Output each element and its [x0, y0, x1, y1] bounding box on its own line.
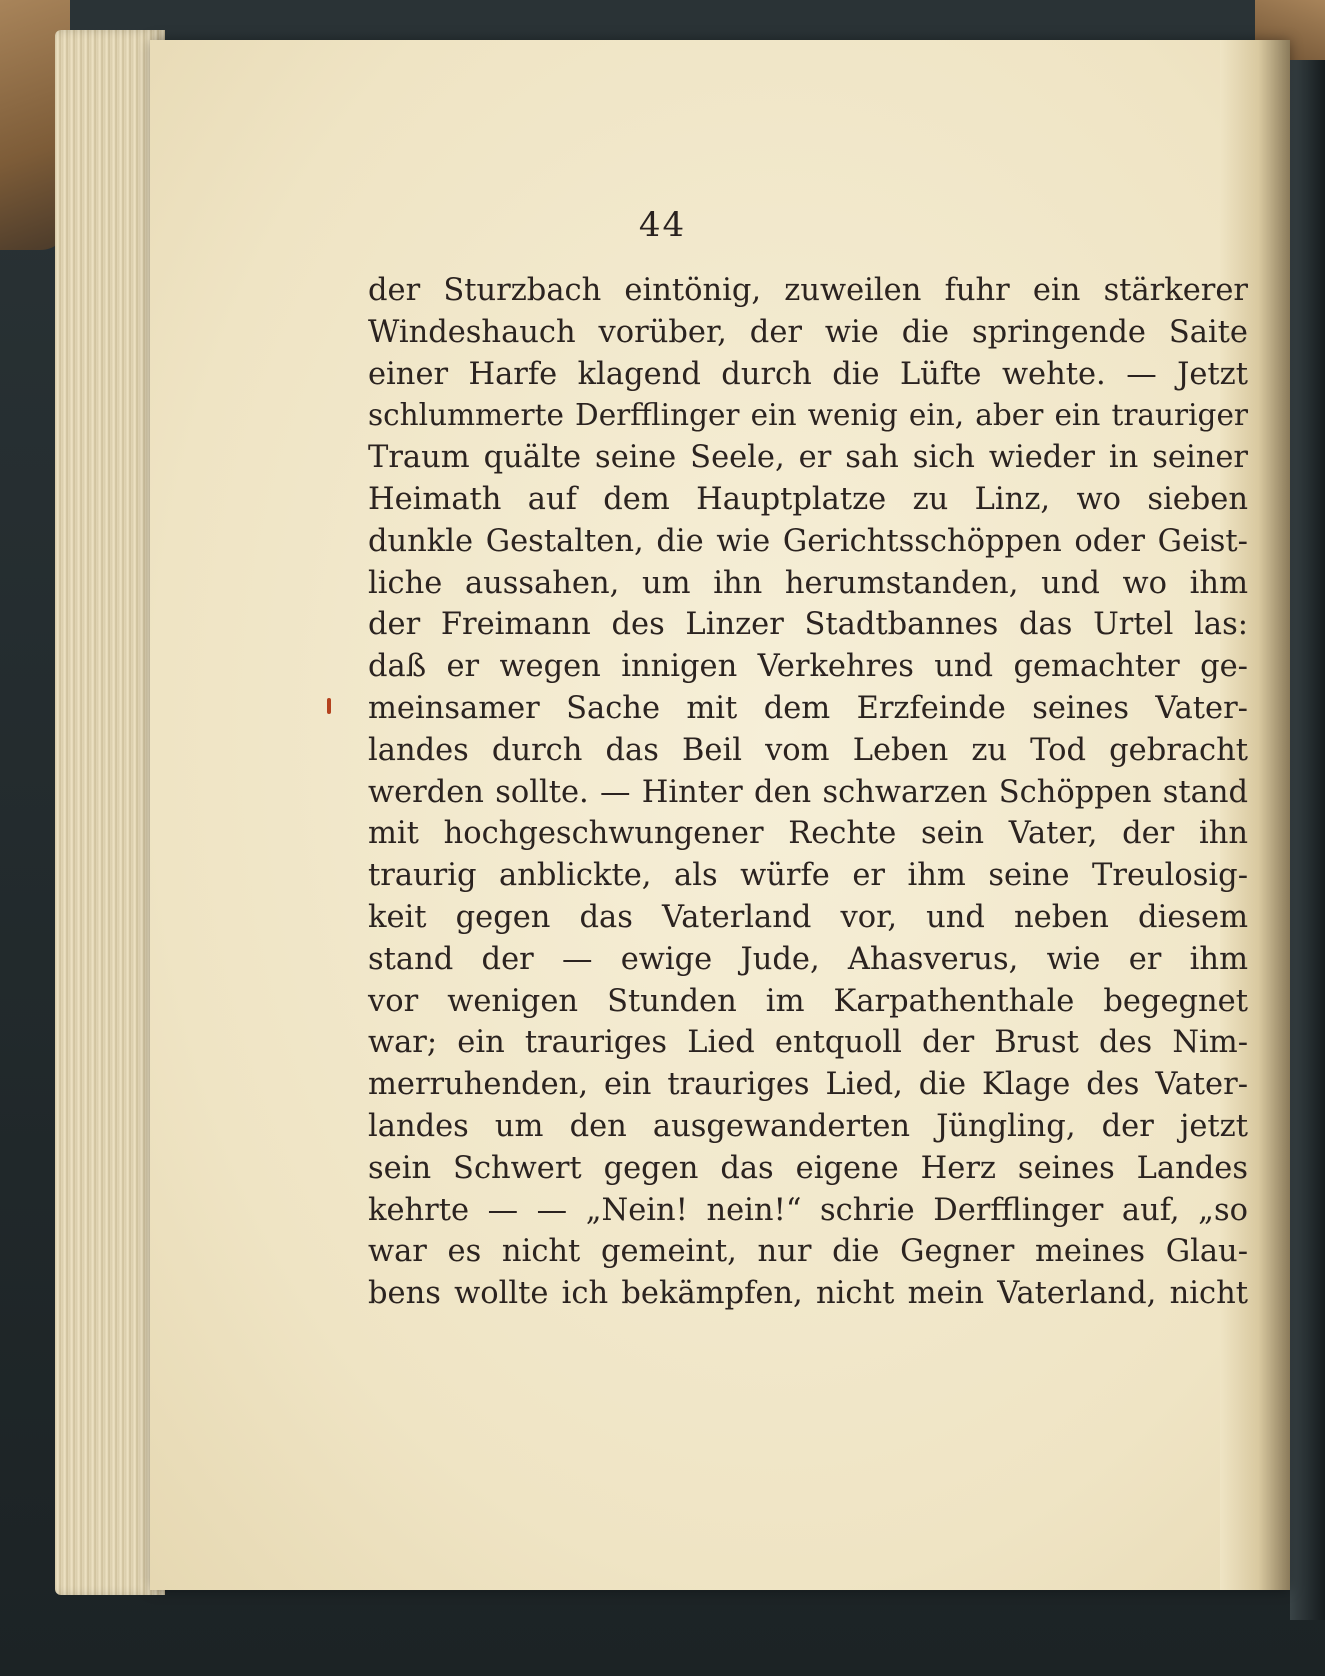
text-line: werden sollte. — Hinter den schwarzen Schöppen stand	[368, 774, 1248, 810]
text-line: Windeshauch vorüber, der wie die springende Saite	[368, 314, 1248, 350]
text-line: war; ein trauriges Lied entquoll der Brust des Nim-	[368, 1025, 1248, 1061]
text-line: vor wenigen Stunden im Karpathenthale begegnet	[368, 983, 1248, 1019]
text-line: kehrte — — „Nein! nein!“ schrie Derfflinger auf, „so	[368, 1192, 1248, 1228]
text-line: Heimath auf dem Hauptplatze zu Linz, wo sieben	[368, 481, 1248, 517]
body-text	[368, 270, 1248, 1315]
page-number: 44	[638, 205, 687, 245]
text-line: der Freimann des Linzer Stadtbannes das Urtel las:	[368, 607, 1248, 643]
text-line: liche aussahen, um ihn herumstanden, und wo ihm	[368, 565, 1248, 601]
text-line: bens wollte ich bekämpfen, nicht mein Vaterland, nicht	[368, 1276, 1248, 1312]
cover-edge-right	[1290, 60, 1325, 1620]
page-edges	[55, 30, 165, 1595]
text-line: war es nicht gemeint, nur die Gegner meines Glau-	[368, 1234, 1248, 1270]
text-line: mit hochgeschwungener Rechte sein Vater, der ihn	[368, 816, 1248, 852]
text-line: schlummerte Derfflinger ein wenig ein, aber ein trauriger	[368, 398, 1248, 433]
text-line: stand der — ewige Jude, Ahasverus, wie er ihm	[368, 941, 1248, 977]
text-line: daß er wegen innigen Verkehres und gemachter ge-	[368, 649, 1248, 685]
text-line: Traum quälte seine Seele, er sah sich wieder in seiner	[368, 440, 1248, 476]
text-line: meinsamer Sache mit dem Erzfeinde seines Vater-	[368, 690, 1248, 726]
text-line: dunkle Gestalten, die wie Gerichtsschöppen oder Geist-	[368, 523, 1248, 559]
text-line: sein Schwert gegen das eigene Herz seines Landes	[368, 1150, 1248, 1186]
text-line: der Sturzbach eintönig, zuweilen fuhr ein stärkerer	[368, 273, 1248, 308]
ink-speck	[327, 698, 331, 714]
text-line: landes um den ausgewanderten Jüngling, der jetzt	[368, 1108, 1248, 1144]
text-line: einer Harfe klagend durch die Lüfte wehte. — Jetzt	[368, 356, 1248, 392]
text-line: traurig anblickte, als würfe er ihm seine Treulosig-	[368, 858, 1248, 894]
text-line: landes durch das Beil vom Leben zu Tod gebracht	[368, 732, 1248, 768]
text-line: keit gegen das Vaterland vor, und neben diesem	[368, 899, 1248, 935]
text-line: merruhenden, ein trauriges Lied, die Klage des Vater-	[368, 1067, 1248, 1103]
